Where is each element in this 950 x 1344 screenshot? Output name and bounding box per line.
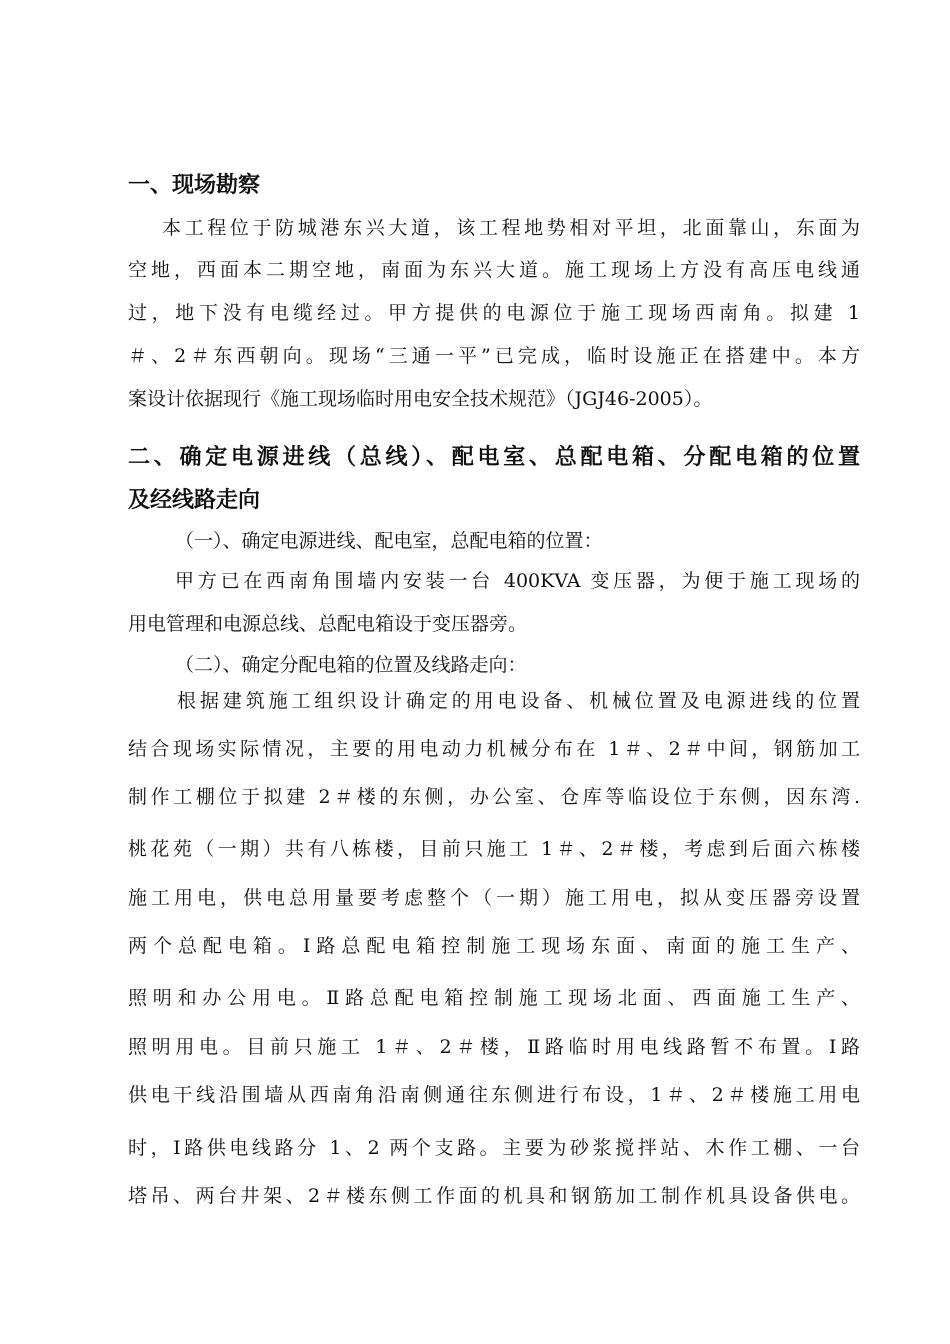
- paragraph-line: 照明用电。目前只施工 1＃、2＃楼，Ⅱ路临时用电线路暂不布置。Ⅰ路: [128, 1036, 860, 1058]
- paragraph-line: 制作工棚位于拟建 2＃楼的东侧，办公室、仓库等临设位于东侧，因东湾.: [128, 786, 860, 808]
- paragraph-line: 空地，西面本二期空地，南面为东兴大道。施工现场上方没有高压电线通: [128, 259, 860, 281]
- paragraph-line: 塔吊、两台井架、2＃楼东侧工作面的机具和钢筋加工制作机具设备供电。: [128, 1185, 860, 1207]
- paragraph-line: 供电干线沿围墙从西南角沿南侧通往东侧进行布设，1＃、2＃楼施工用电: [128, 1084, 860, 1106]
- subsection1-title: （一）、确定电源进线、配电室，总配电箱的位置：: [175, 530, 603, 552]
- paragraph-line: 结合现场实际情况，主要的用电动力机械分布在 1＃、2＃中间，钢筋加工: [128, 738, 860, 760]
- paragraph-line: 用电管理和电源总线、总配电箱设于变压器旁。: [128, 613, 528, 635]
- paragraph-line: 甲方已在西南角围墙内安装一台 400KVA 变压器，为便于施工现场的: [175, 570, 860, 592]
- paragraph-line: 本工程位于防城港东兴大道，该工程地势相对平坦，北面靠山，东面为: [162, 217, 860, 239]
- paragraph-line: 桃花苑（一期）共有八栋楼，目前只施工 1＃、2＃楼，考虑到后面六栋楼: [128, 838, 860, 860]
- paragraph-line: ＃、2＃东西朝向。现场“三通一平”已完成，临时设施正在搭建中。本方: [128, 345, 860, 367]
- section1-heading: 一、现场勘察: [128, 173, 261, 198]
- section2-heading-line2: 及经线路走向: [128, 488, 261, 513]
- paragraph-line: 过，地下没有电缆经过。甲方提供的电源位于施工现场西南角。拟建 1: [128, 302, 860, 324]
- paragraph-line: 时，Ⅰ路供电线路分 1、2 两个支路。主要为砂浆搅拌站、木作工棚、一台: [128, 1137, 860, 1159]
- paragraph-line: 施工用电，供电总用量要考虑整个（一期）施工用电，拟从变压器旁设置: [128, 887, 860, 909]
- paragraph-line: 案设计依据现行《施工现场临时用电安全技术规范》（JGJ46-2005）。: [128, 388, 713, 410]
- subsection2-title: （二）、确定分配电箱的位置及线路走向：: [175, 654, 527, 676]
- paragraph-line: 根据建筑施工组织设计确定的用电设备、机械位置及电源进线的位置: [177, 690, 860, 712]
- section2-heading-line1: 二、确定电源进线（总线）、配电室、总配电箱、分配电箱的位置: [128, 445, 860, 470]
- paragraph-line: 两个总配电箱。Ⅰ路总配电箱控制施工现场东面、南面的施工生产、: [128, 935, 860, 957]
- paragraph-line: 照明和办公用电。Ⅱ路总配电箱控制施工现场北面、西面施工生产、: [128, 987, 860, 1009]
